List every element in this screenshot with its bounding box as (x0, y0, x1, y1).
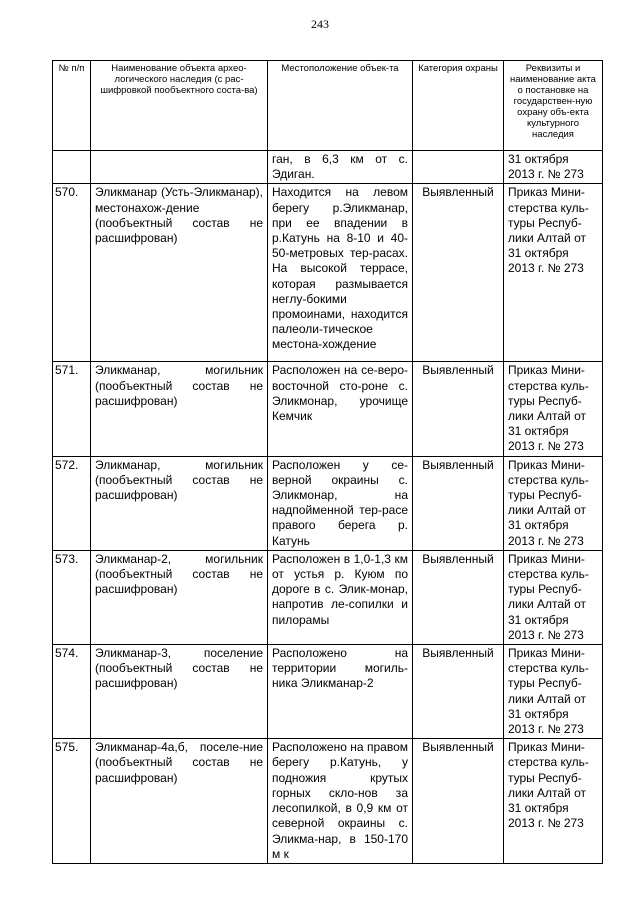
row-num: 571. (53, 362, 91, 456)
header-category: Категория охраны (413, 61, 504, 151)
header-name: Наименование объекта архео-логического наследия (с рас-шифровкой пообъектного соста-ва) (91, 61, 268, 151)
row-requisites: Приказ Мини-стерства куль-туры Респуб-лики Алтай от 31 октября 2013 г. № 273 (504, 362, 603, 456)
row-category: Выявленный (413, 550, 504, 644)
row-num: 570. (53, 184, 91, 362)
row-category: Выявленный (413, 184, 504, 362)
row-category: Выявленный (413, 739, 504, 864)
row-name: Эликманар, могильник (пообъектный состав не расшифрован) (91, 362, 268, 456)
row-name: Эликманар-2, могильник (пообъектный состав не расшифрован) (91, 550, 268, 644)
row-location: Находится на левом берегу р.Эликманар, при ее впадении в р.Катунь на 8-10 и 40-50-метровых тер-расах. На высокой террасе, которая размывается неглу-бокими промоинами, находится палеоли-тическое местона-хождение (268, 184, 413, 362)
row-name: Эликманар (Усть-Эликманар), местонахож-дение (пообъектный состав не расшифрован) (91, 184, 268, 362)
row-name: Эликманар-4а,б, поселе-ние (пообъектный состав не расшифрован) (91, 739, 268, 864)
row-location: Расположен у се-верной окраины с. Эликмонар, на надпойменной тер-расе правого берега р. Катунь (268, 456, 413, 550)
row-num: 573. (53, 550, 91, 644)
row-num: 572. (53, 456, 91, 550)
row-name: Эликманар-3, поселение (пообъектный состав не расшифрован) (91, 645, 268, 739)
row-category: Выявленный (413, 456, 504, 550)
table-row (53, 456, 603, 550)
header-requisites: Реквизиты и наименование акта о постановке на государствен-ную охрану объ-екта культурного наследия (504, 61, 603, 151)
row-num: 574. (53, 645, 91, 739)
cont-requisites: 31 октября 2013 г. № 273 (504, 151, 603, 184)
cont-name (91, 151, 268, 184)
cont-num (53, 151, 91, 184)
continuation-row (53, 151, 603, 184)
row-location: Расположено на правом берегу р.Катунь, у подножия крутых горных скло-нов за лесопилкой, в 0,9 км от северной окраины с. Эликма-нар, в 150-170 м к (268, 739, 413, 864)
header-num: № п/п (53, 61, 91, 151)
row-requisites: Приказ Мини-стерства куль-туры Респуб-лики Алтай от 31 октября 2013 г. № 273 (504, 456, 603, 550)
row-requisites: Приказ Мини-стерства куль-туры Респуб-лики Алтай от 31 октября 2013 г. № 273 (504, 184, 603, 362)
row-location: Расположено на территории могиль-ника Эликманар-2 (268, 645, 413, 739)
table-row (53, 362, 603, 456)
row-name: Эликманар, могильник (пообъектный состав не расшифрован) (91, 456, 268, 550)
table-row (53, 645, 603, 739)
table-row (53, 739, 603, 864)
cont-location: ган, в 6,3 км от с. Эдиган. (268, 151, 413, 184)
row-category: Выявленный (413, 645, 504, 739)
page-number: 243 (311, 17, 329, 31)
row-location: Расположен на се-веро-восточной сто-роне с. Эликмонар, урочище Кемчик (268, 362, 413, 456)
table-row (53, 550, 603, 644)
row-requisites: Приказ Мини-стерства куль-туры Респуб-лики Алтай от 31 октября 2013 г. № 273 (504, 550, 603, 644)
heritage-table (52, 60, 603, 864)
cont-category (413, 151, 504, 184)
row-requisites: Приказ Мини-стерства куль-туры Респуб-лики Алтай от 31 октября 2013 г. № 273 (504, 645, 603, 739)
row-category: Выявленный (413, 362, 504, 456)
row-requisites: Приказ Мини-стерства куль-туры Респуб-лики Алтай от 31 октября 2013 г. № 273 (504, 739, 603, 864)
header-location: Местоположение объек-та (268, 61, 413, 151)
row-location: Расположен в 1,0-1,3 км от устья р. Куюм по дороге в с. Элик-монар, напротив ле-сопилки и пилорамы (268, 550, 413, 644)
header-row (53, 61, 603, 151)
table-row (53, 184, 603, 362)
row-num: 575. (53, 739, 91, 864)
